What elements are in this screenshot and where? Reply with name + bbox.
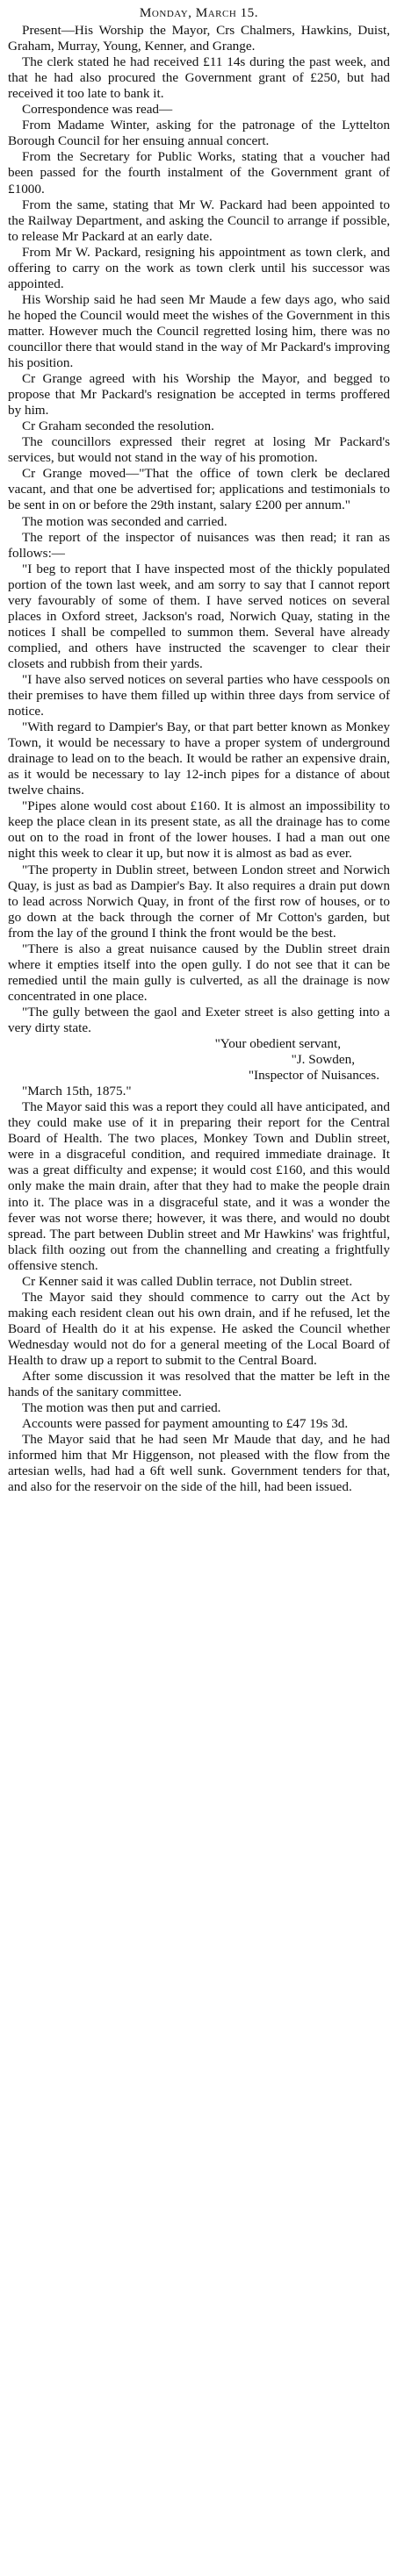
- report-paragraph: "The property in Dublin street, between London street and Norwich Quay, is just as bad as Dampier's Bay. It also requires a drain put down to lead across Norwich Quay, in front of the first row of houses, or to go down at the back through the corner of Mr Cotton's garden, but from the lay of the ground I think the front would be the best.: [8, 862, 390, 941]
- paragraph: The motion was then put and carried.: [22, 1400, 221, 1416]
- paragraph: The report of the inspector of nuisances was then read; it ran as follows:—: [8, 529, 390, 561]
- paragraph: The Mayor said that he had seen Mr Maude that day, and he had informed him that Mr Higgenson, not pleased with the flow from the artesian wells, had had a 6ft well sunk. Government tenders for that, and also for the reservoir on the side of the hill, had been issued.: [8, 1432, 390, 1495]
- paragraph: The Mayor said this was a report they could all have anticipated, and they could make use of it in preparing their report for the Central Board of Health. The two places, Monkey Town and Dublin street, were in a disgraceful condition, and required immediate drainage. It was a great difficulty and expense; it would cost £160, and this would only make the main drain, after that they had to make the people drain into it. The place was in a disgraceful state, and it was a wonder the fever was not worse there; however, it was there, and would no doubt spread. The part between Dublin street and Mr Hawkins' was frightful, black filth oozing out from the channelling and creating a frightfully offensive stench.: [8, 1099, 390, 1273]
- report-paragraph: "The gully between the gaol and Exeter street is also getting into a very dirty state.: [8, 1004, 390, 1035]
- signature-name: "J. Sowden,: [291, 1052, 355, 1068]
- paragraph: From the same, stating that Mr W. Packard had been appointed to the Railway Department, and asking the Council to arrange if possible, to release Mr Packard at an early date.: [8, 197, 390, 244]
- paragraph: His Worship said he had seen Mr Maude a few days ago, who said he hoped the Council would meet the wishes of the Government in this matter. However much the Council regretted losing him, there was no councillor there that would stand in the way of Mr Packard's improving his position.: [8, 291, 390, 371]
- paragraph: From Mr W. Packard, resigning his appointment as town clerk, and offering to carry on the work as town clerk until his successor was appointed.: [8, 244, 390, 291]
- report-date: "March 15th, 1875.": [22, 1084, 132, 1099]
- report-paragraph: "I have also served notices on several parties who have cesspools on their premises to have them filled up within three days from service of notice.: [8, 671, 390, 719]
- report-paragraph: "I beg to report that I have inspected most of the thickly populated portion of the town last week, and am sorry to say that I cannot report very favourably of some of them. I have served notices on several places in Oxford street, Jackson's road, Norwich Quay, stating in the notices I shall be compelled to summon them. Several have already complied, and others have instructed the scavenger to clear their closets and rubbish from their yards.: [8, 561, 390, 671]
- paragraph: Cr Grange agreed with his Worship the Mayor, and begged to propose that Mr Packard's resignation be accepted in terms proffered by him.: [8, 371, 390, 419]
- paragraph: From the Secretary for Public Works, stating that a voucher had been passed for the fourth instalment of the Government grant of £1000.: [8, 149, 390, 197]
- report-paragraph: "There is also a great nuisance caused by the Dublin street drain where it empties itself into the open gully. I do not see that it can be remedied until the main gully is culverted, as all the drainage is now concentrated in one place.: [8, 941, 390, 1004]
- dateline: Monday, March 15.: [139, 5, 259, 20]
- paragraph: Cr Grange moved—"That the office of town clerk be declared vacant, and that one be advertised for; applications and testimonials to be sent in on or before the 29th instant, salary £200 per annum.": [8, 466, 390, 513]
- paragraph: Accounts were passed for payment amounting to £47 19s 3d.: [22, 1416, 349, 1432]
- paragraph: The councillors expressed their regret at losing Mr Packard's services, but would not stand in the way of his promotion.: [8, 434, 390, 466]
- paragraph: After some discussion it was resolved that the matter be left in the hands of the sanitary committee.: [8, 1369, 390, 1400]
- report-paragraph: "Pipes alone would cost about £160. It is almost an impossibility to keep the place clean in its present state, as all the drainage has to come out on to the road in front of the lower houses. I had a man out one night this week to clear it up, but now it is almost as bad as ever.: [8, 798, 390, 862]
- report-paragraph: "With regard to Dampier's Bay, or that part better known as Monkey Town, it would be necessary to have a proper system of underground drainage to lead on to the beach. It would be rather an expensive drain, as it would be necessary to lay 12-inch pipes for a distance of about twelve chains.: [8, 719, 390, 798]
- paragraph: From Madame Winter, asking for the patronage of the Lyttelton Borough Council for her ensuing annual concert.: [8, 118, 390, 149]
- paragraph: Correspondence was read—: [22, 102, 173, 118]
- paragraph: The clerk stated he had received £11 14s during the past week, and that he had also procured the Government grant of £250, but had received it too late to bank it.: [8, 54, 390, 102]
- signature-closing: "Your obedient servant,: [214, 1036, 341, 1052]
- paragraph: The Mayor said they should commence to carry out the Act by making each resident clean out his own drain, and if he refused, let the Board of Health do it at his expense. He asked the Council whether Wednesday would not do for a general meeting of the Local Board of Health to draw up a report to submit to the Central Board.: [8, 1289, 390, 1368]
- paragraph: Cr Kenner said it was called Dublin terrace, not Dublin street.: [22, 1273, 353, 1289]
- paragraph: The motion was seconded and carried.: [22, 513, 227, 529]
- signature-title: "Inspector of Nuisances.: [248, 1068, 379, 1084]
- paragraph: Cr Graham seconded the resolution.: [22, 419, 214, 434]
- paragraph: Present—His Worship the Mayor, Crs Chalmers, Hawkins, Duist, Graham, Murray, Young, Kenner, and Grange.: [8, 23, 390, 54]
